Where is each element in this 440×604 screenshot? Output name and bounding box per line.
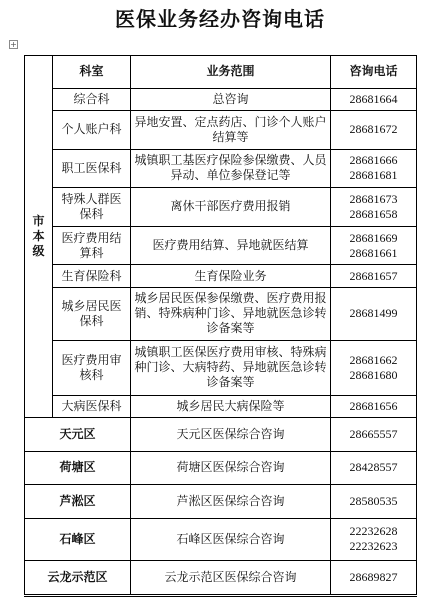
phone-number: 28681658 — [349, 206, 398, 221]
header-scope: 业务范围 — [131, 56, 331, 89]
header-row — [25, 56, 417, 89]
dept-cell: 职工医保科 — [53, 149, 131, 188]
scope-cell: 城乡居民大病保险等 — [131, 395, 331, 417]
phone-number: 22232628 — [349, 524, 398, 539]
hotline-table — [24, 55, 417, 597]
phone-cell — [331, 110, 417, 149]
phone-cell — [331, 188, 417, 227]
phone-cell — [331, 417, 417, 451]
district-cell: 荷塘区 — [25, 451, 131, 485]
phone-number: 28681664 — [349, 91, 398, 106]
table-row — [25, 395, 417, 417]
scope-cell: 荷塘区医保综合咨询 — [131, 451, 331, 485]
table-row — [25, 110, 417, 149]
header-phone: 咨询电话 — [331, 56, 417, 89]
district-cell: 云龙示范区 — [25, 561, 131, 596]
phone-cell — [331, 265, 417, 287]
phone-number: 28681662 — [349, 352, 398, 367]
phone-cell — [331, 340, 417, 395]
district-row — [25, 485, 417, 519]
dept-cell: 个人账户科 — [53, 110, 131, 149]
phone-cell — [331, 149, 417, 188]
dept-cell: 医疗费用结算科 — [53, 226, 131, 265]
table-row — [25, 88, 417, 110]
phone-number: 28681672 — [349, 122, 398, 137]
table-row — [25, 149, 417, 188]
district-cell: 芦淞区 — [25, 485, 131, 519]
dept-cell: 大病医保科 — [53, 395, 131, 417]
scope-cell: 石峰区医保综合咨询 — [131, 518, 331, 561]
dept-cell: 特殊人群医保科 — [53, 188, 131, 227]
phone-number: 28681680 — [349, 367, 398, 382]
district-row — [25, 561, 417, 596]
phone-cell — [331, 518, 417, 561]
table-row — [25, 265, 417, 287]
dept-cell: 综合科 — [53, 88, 131, 110]
scope-cell: 城镇职工医保医疗费用审核、特殊病种门诊、大病特药、异地就医急诊转诊备案等 — [131, 340, 331, 395]
district-row — [25, 417, 417, 451]
scope-cell: 云龙示范区医保综合咨询 — [131, 561, 331, 596]
header-dept: 科室 — [53, 56, 131, 89]
scope-cell: 离休干部医疗费用报销 — [131, 188, 331, 227]
phone-number: 28681499 — [349, 306, 398, 321]
phone-number: 28428557 — [349, 460, 398, 475]
phone-number: 28681657 — [349, 268, 398, 283]
district-cell: 石峰区 — [25, 518, 131, 561]
phone-number: 28681673 — [349, 191, 398, 206]
city-level-char: 市 — [32, 213, 45, 228]
city-level-char: 本 — [32, 228, 45, 243]
table-row — [25, 287, 417, 340]
phone-number: 28681666 — [349, 153, 398, 168]
dept-cell: 城乡居民医保科 — [53, 287, 131, 340]
phone-number: 28689827 — [349, 570, 398, 585]
phone-number: 28681669 — [349, 230, 398, 245]
phone-cell — [331, 88, 417, 110]
scope-cell: 天元区医保综合咨询 — [131, 417, 331, 451]
phone-cell — [331, 561, 417, 596]
phone-number: 22232623 — [349, 539, 398, 554]
district-row — [25, 518, 417, 561]
scope-cell: 芦淞区医保综合咨询 — [131, 485, 331, 519]
city-level-cell — [25, 56, 53, 418]
phone-number: 28681661 — [349, 245, 398, 260]
phone-cell — [331, 451, 417, 485]
scope-cell: 城镇职工基医疗保险参保缴费、人员异动、单位参保登记等 — [131, 149, 331, 188]
phone-number: 28665557 — [349, 426, 398, 441]
table-move-handle-icon[interactable]: + — [10, 40, 17, 49]
dept-cell: 生育保险科 — [53, 265, 131, 287]
table-row — [25, 226, 417, 265]
table-row — [25, 188, 417, 227]
scope-cell: 总咨询 — [131, 88, 331, 110]
dept-cell: 医疗费用审核科 — [53, 340, 131, 395]
phone-cell — [331, 485, 417, 519]
phone-number: 28580535 — [349, 493, 398, 508]
scope-cell: 异地安置、定点药店、门诊个人账户结算等 — [131, 110, 331, 149]
phone-cell — [331, 395, 417, 417]
scope-cell: 生育保险业务 — [131, 265, 331, 287]
phone-number: 28681656 — [349, 398, 398, 413]
city-level-char: 级 — [32, 243, 45, 258]
scope-cell: 城乡居民医保参保缴费、医疗费用报销、特殊病种门诊、异地就医急诊转诊备案等 — [131, 287, 331, 340]
page-title: 医保业务经办咨询电话 — [115, 7, 325, 31]
phone-cell — [331, 287, 417, 340]
district-cell: 天元区 — [25, 417, 131, 451]
table-row — [25, 340, 417, 395]
district-row — [25, 451, 417, 485]
phone-cell — [331, 226, 417, 265]
phone-number: 28681681 — [349, 168, 398, 183]
scope-cell: 医疗费用结算、异地就医结算 — [131, 226, 331, 265]
